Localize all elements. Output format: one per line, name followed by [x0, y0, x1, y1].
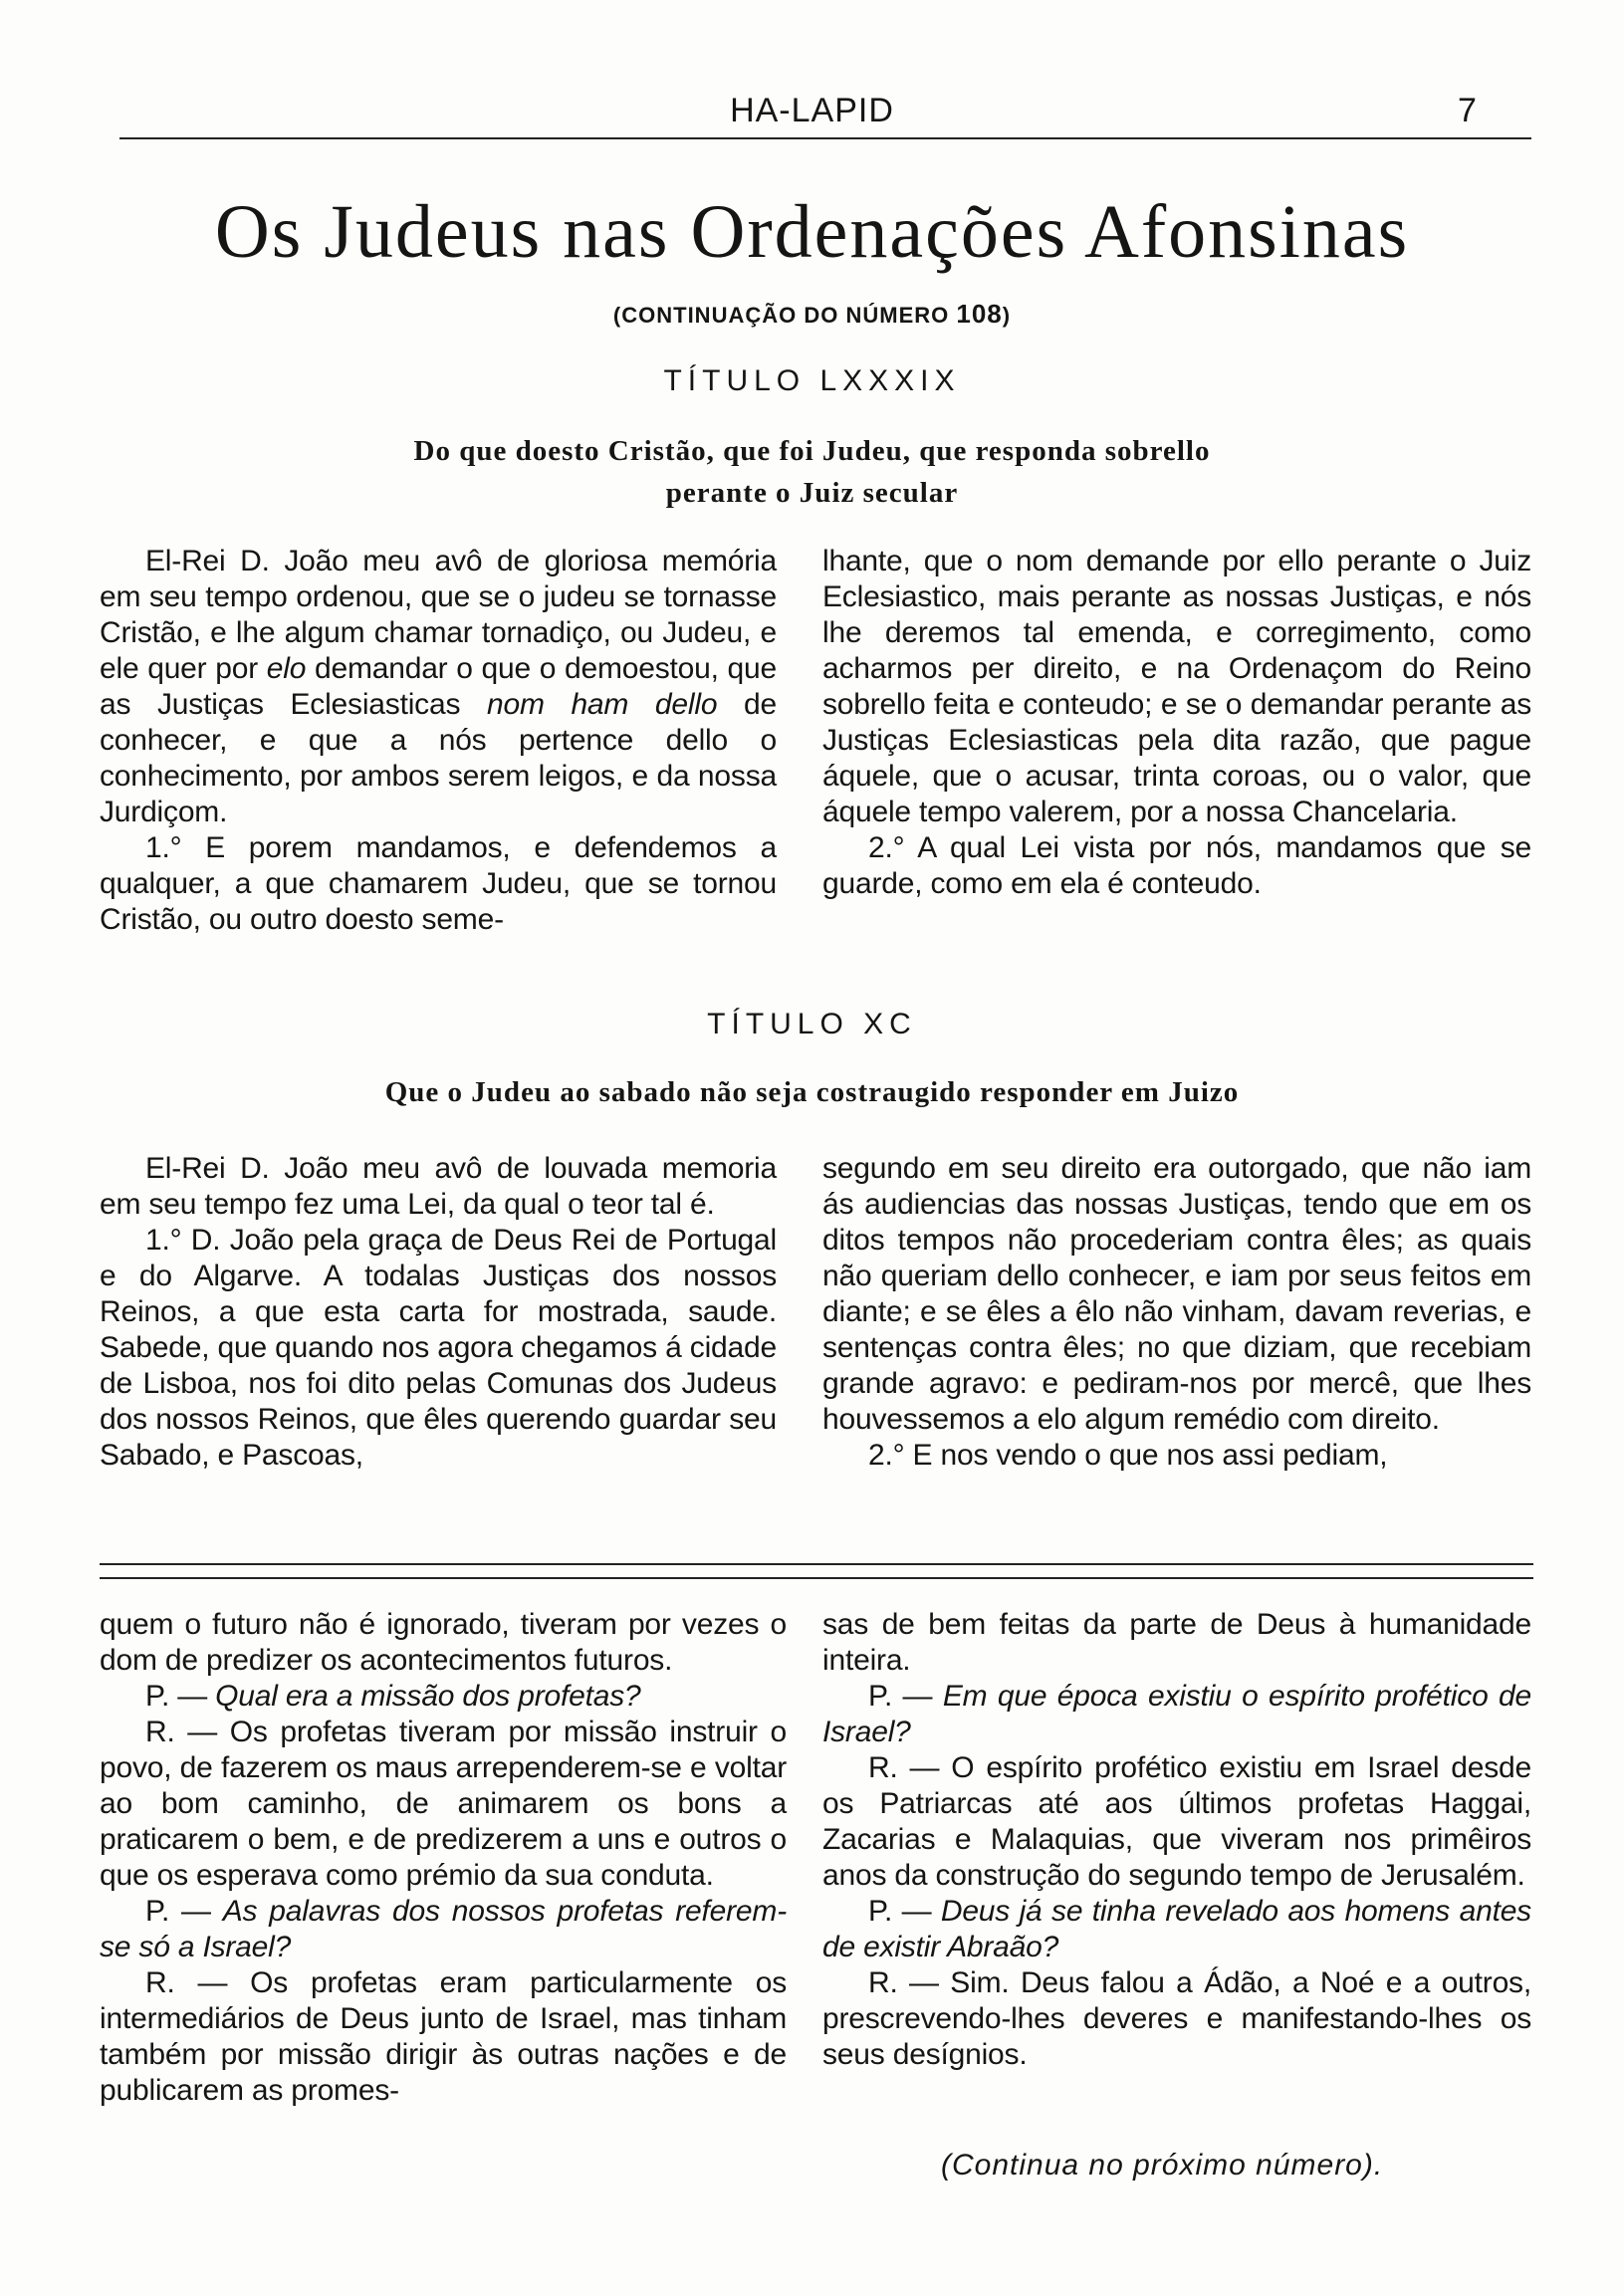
- section1-right-column: [822, 544, 1531, 902]
- header-rule: [119, 137, 1531, 139]
- italic-run: nom ham dello: [486, 688, 718, 721]
- section1-right-paragraph-2: 2.° A qual Lei vista por nós, mandamos que se guarde, como em ela é conteudo.: [822, 831, 1531, 900]
- section1-heading: [0, 430, 1624, 514]
- section2-right-paragraph-1: segundo em seu direito era outorgado, que não iam ás audiencias das nossas Justiças, tendo que em os ditos tempos não procederiam contra êles; as quais não queriam dello conhecer, e iam por seus feitos em diante; e se êles a êlo não vinham, davam reverias, e sentenças contra êles; no que diziam, que recebiam grande agravo: e pediram-nos por mercê, que lhes houvessemos a elo algum remédio com direito.: [822, 1152, 1531, 1436]
- section1-left-paragraph-1: [100, 544, 777, 830]
- section3-right-question-2: [822, 1894, 1531, 1965]
- section3-left-paragraph-1: quem o futuro não é ignorado, tiveram por vezes o dom de predizer os acontecimentos futuros.: [100, 1608, 787, 1677]
- section2-left-paragraph-1: El-Rei D. João meu avô de louvada memoria em seu tempo fez uma Lei, da qual o teor tal é.: [100, 1152, 777, 1221]
- section2-titulo: TÍTULO XC: [707, 1008, 917, 1040]
- page-number: 7: [1458, 92, 1477, 129]
- section3-right-question-1: [822, 1679, 1531, 1750]
- section3-left-question-1: [100, 1679, 787, 1715]
- subtitle-number: 108: [956, 299, 1003, 329]
- question-label: P. —: [868, 1680, 943, 1713]
- section1-left-column: [100, 544, 777, 938]
- section3-right-column: [822, 1607, 1531, 2073]
- text-run: El-Rei D. João meu avô de gloriosa memória em seu tempo ordenou, que se o judeu se tornasse Cristão, e lhe algum chamar tornadiço, ou Judeu, e ele quer por: [100, 545, 777, 685]
- continued-note: (Continua no próximo número).: [941, 2149, 1384, 2181]
- italic-run: elo: [266, 652, 307, 685]
- section1-right-paragraph-1: lhante, que o nom demande por ello perante o Juiz Eclesiastico, mais perante as nossas Justiças, e nós lhe deremos tal emenda, e corregimento, como acharmos per direito, e na Ordenaçom do Reino sobrello feita e conteudo; e se o demandar perante as Justiças Eclesiasticas pela dita razão, que pague áquele, que o acusar, trinta coroas, ou o valor, que áquele tempo valerem, por a nossa Chancelaria.: [822, 545, 1531, 828]
- text-run: demandar o que o demoestou, que as Justiças Eclesiasticas: [100, 652, 777, 721]
- question-text: Deus já se tinha revelado aos homens antes de existir Abraão?: [822, 1895, 1531, 1963]
- section2-right-paragraph-2: 2.° E nos vendo o que nos assi pediam,: [868, 1439, 1388, 1472]
- article-subtitle: [0, 299, 1624, 330]
- section3-left-question-2: [100, 1894, 787, 1965]
- section2-heading: Que o Judeu ao sabado não seja costraugido responder em Juizo: [384, 1076, 1240, 1108]
- question-text: Qual era a missão dos profetas?: [215, 1680, 641, 1713]
- section3-right-paragraph-1: sas de bem feitas da parte de Deus à humanidade inteira.: [822, 1608, 1531, 1677]
- section1-heading-line2: perante o Juiz secular: [665, 477, 959, 509]
- section2-left-paragraph-2: 1.° D. João pela graça de Deus Rei de Portugal e do Algarve. A todalas Justiças dos nossos Reinos, a que esta carta for mostrada, saude. Sabede, que quando nos agora chegamos á cidade de Lisboa, nos foi dito pelas Comunas dos Judeus dos nossos Reinos, que êles querendo guardar seu Sabado, e Pascoas,: [100, 1224, 777, 1472]
- section3-left-column: [100, 1607, 787, 2109]
- section3-left-answer-1: R. — Os profetas tiveram por missão instruir o povo, de fazerem os maus arrependerem-se e voltar ao bom caminho, de animarem os bons a praticarem o bem, e de predizerem a uns e outros o que os esperava como prémio da sua conduta.: [100, 1716, 787, 1892]
- question-label: P. —: [145, 1895, 223, 1928]
- divider-rule-bottom: [100, 1577, 1533, 1579]
- subtitle-suffix: ): [1002, 303, 1012, 328]
- section1-heading-line1: Do que doesto Cristão, que foi Judeu, que responda sobrello: [413, 435, 1211, 467]
- divider-rule-top: [100, 1563, 1533, 1565]
- section3-left-answer-2: R. — Os profetas eram particularmente os intermediários de Deus junto de Israel, mas tinham também por missão dirigir às outras nações e de publicarem as promes-: [100, 1966, 787, 2107]
- article-title: Os Judeus nas Ordenações Afonsinas: [214, 190, 1410, 274]
- section2-right-column: [822, 1151, 1531, 1474]
- section2-left-column: [100, 1151, 777, 1474]
- section3-right-answer-2: R. — Sim. Deus falou a Ádão, a Noé e a outros, prescrevendo-lhes deveres e manifestando-lhes os seus desígnios.: [822, 1966, 1531, 2071]
- running-header: HA-LAPID: [730, 92, 894, 129]
- text-run: de conhecer, e que a nós pertence dello o conhecimento, por ambos serem leigos, e da nossa Jurdiçom.: [100, 688, 777, 828]
- section3-right-answer-1: R. — O espírito profético existiu em Israel desde os Patriarcas até aos últimos profetas Haggai, Zacarias e Malaquias, que viveram nos primêiros anos da construção do segundo tempo de Jerusalém.: [822, 1751, 1531, 1892]
- section1-left-paragraph-2: 1.° E porem mandamos, e defendemos a qualquer, a que chamarem Judeu, que se tornou Cristão, ou outro doesto seme-: [100, 831, 777, 936]
- question-text: Em que época existiu o espírito profético de Israel?: [822, 1680, 1531, 1748]
- question-label: P. —: [868, 1895, 941, 1928]
- question-label: P. —: [145, 1680, 216, 1713]
- subtitle-prefix: (CONTINUAÇÃO DO NÚMERO: [612, 303, 957, 328]
- question-text: As palavras dos nossos profetas referem-se só a Israel?: [100, 1895, 787, 1963]
- section1-titulo: TÍTULO LXXXIX: [663, 364, 961, 397]
